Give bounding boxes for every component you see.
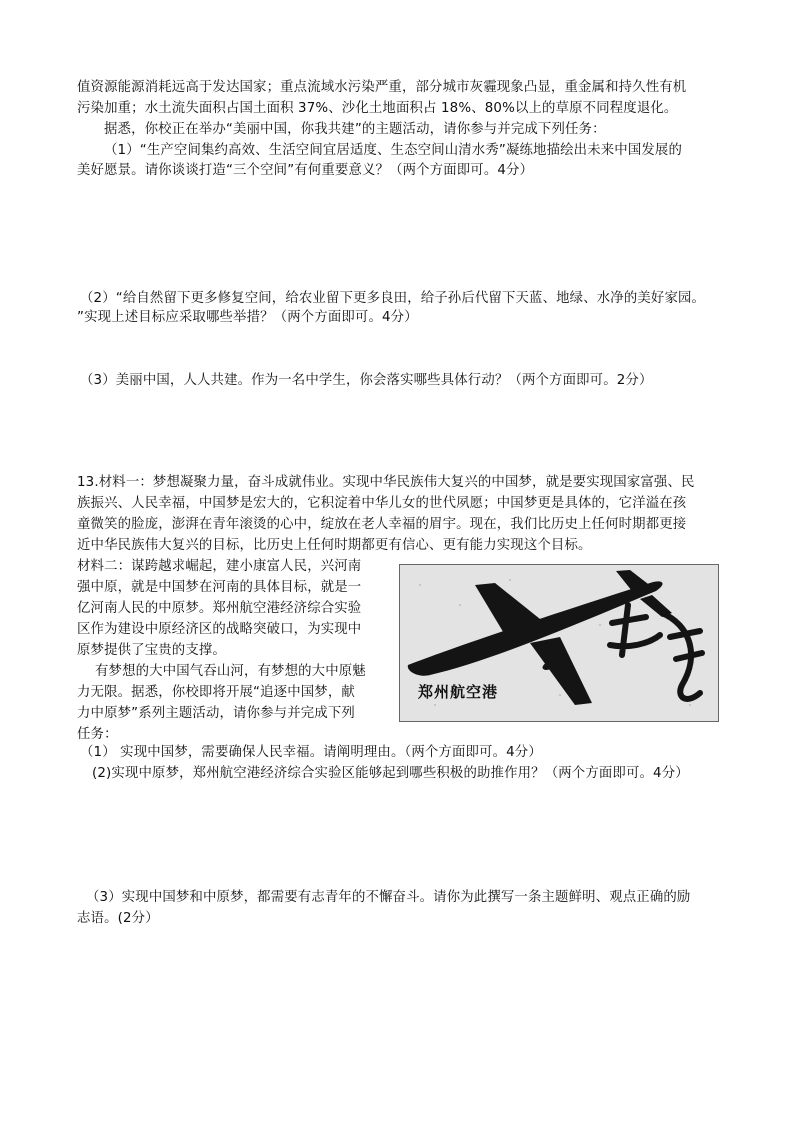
text-line: 童微笑的脸庞，澎湃在青年滚烫的心中，绽放在老人幸福的眉宇。现在，我们比历史上任何时期都更接 [77, 517, 687, 532]
question-13-3: （3）实现中国梦和中原梦，都需要有志青年的不懈奋斗。请你为此撰写一条主题鲜明、观点正确的励 [86, 890, 691, 905]
question-12-3: （3）美丽中国，人人共建。作为一名中学生，你会落实哪些具体行动？（两个方面即可。2分） [80, 373, 653, 388]
question-13-1: （1） 实现中国梦，需要确保人民幸福。请阐明理由。（两个方面即可。4分） [80, 745, 542, 760]
text-line: 力无限。据悉，你校即将开展“追逐中国梦，献 [77, 685, 355, 700]
text-line: 亿河南人民的中原梦。郑州航空港经济综合实验 [77, 601, 362, 616]
question-12-2-cont: ”实现上述目标应采取哪些举措？（两个方面即可。4分） [77, 310, 418, 325]
question-12-2: （2）“给自然留下更多修复空间，给农业留下更多良田，给子孙后代留下天蓝、地绿、水净的美好家园。 [80, 291, 706, 306]
text-line: 力中原梦”系列主题活动，请你参与并完成下列 [77, 706, 355, 721]
question-12-1-cont: 美好愿景。请你谈谈打造“三个空间”有何重要意义？（两个方面即可。4分） [77, 163, 534, 178]
material-2: 材料二：谋跨越求崛起，建小康富人民，兴河南 [77, 559, 362, 574]
text-line: 据悉，你校正在举办“美丽中国，你我共建”的主题活动，请你参与并完成下列任务： [104, 122, 606, 137]
text-line: 原梦提供了宝贵的支撑。 [77, 643, 226, 658]
text-line: 值资源能源消耗远高于发达国家；重点流域水污染严重，部分城市灰霾现象凸显，重金属和持久性有机 [77, 80, 687, 95]
text-line: 区作为建设中原经济区的战略突破口，为实现中 [77, 622, 362, 637]
zhengzhou-airport-image [399, 564, 719, 722]
text-line: 有梦想的大中国气吞山河，有梦想的大中原魅 [95, 664, 366, 679]
text-line: 近中华民族伟大复兴的目标，比历史上任何时期都更有信心、更有能力实现这个目标。 [77, 538, 592, 553]
question-13-2: (2)实现中原梦，郑州航空港经济综合实验区能够起到哪些积极的助推作用？（两个方面即可。4分） [92, 766, 689, 781]
text-line: 任务： [77, 727, 118, 742]
text-line: 族振兴、人民幸福，中国梦是宏大的，它积淀着中华儿女的世代夙愿；中国梦更是具体的，它洋溢在孩 [77, 496, 687, 511]
material-1: 13.材料一：梦想凝聚力量，奋斗成就伟业。实现中华民族伟大复兴的中国梦，就是要实现国家富强、民 [77, 475, 695, 490]
text-line: 污染加重；水土流失面积占国土面积 37%、沙化土地面积占 18%、80%以上的草原不同程度退化。 [77, 101, 678, 116]
image-label: 郑州航空港 [418, 683, 499, 701]
question-13-3-cont: 志语。(2分） [77, 911, 159, 926]
question-12-1: （1）“生产空间集约高效、生活空间宜居适度、生态空间山清水秀”凝练地描绘出未来中国发展的 [104, 143, 683, 158]
text-line: 强中原，就是中国梦在河南的具体目标，就是一 [77, 580, 362, 595]
